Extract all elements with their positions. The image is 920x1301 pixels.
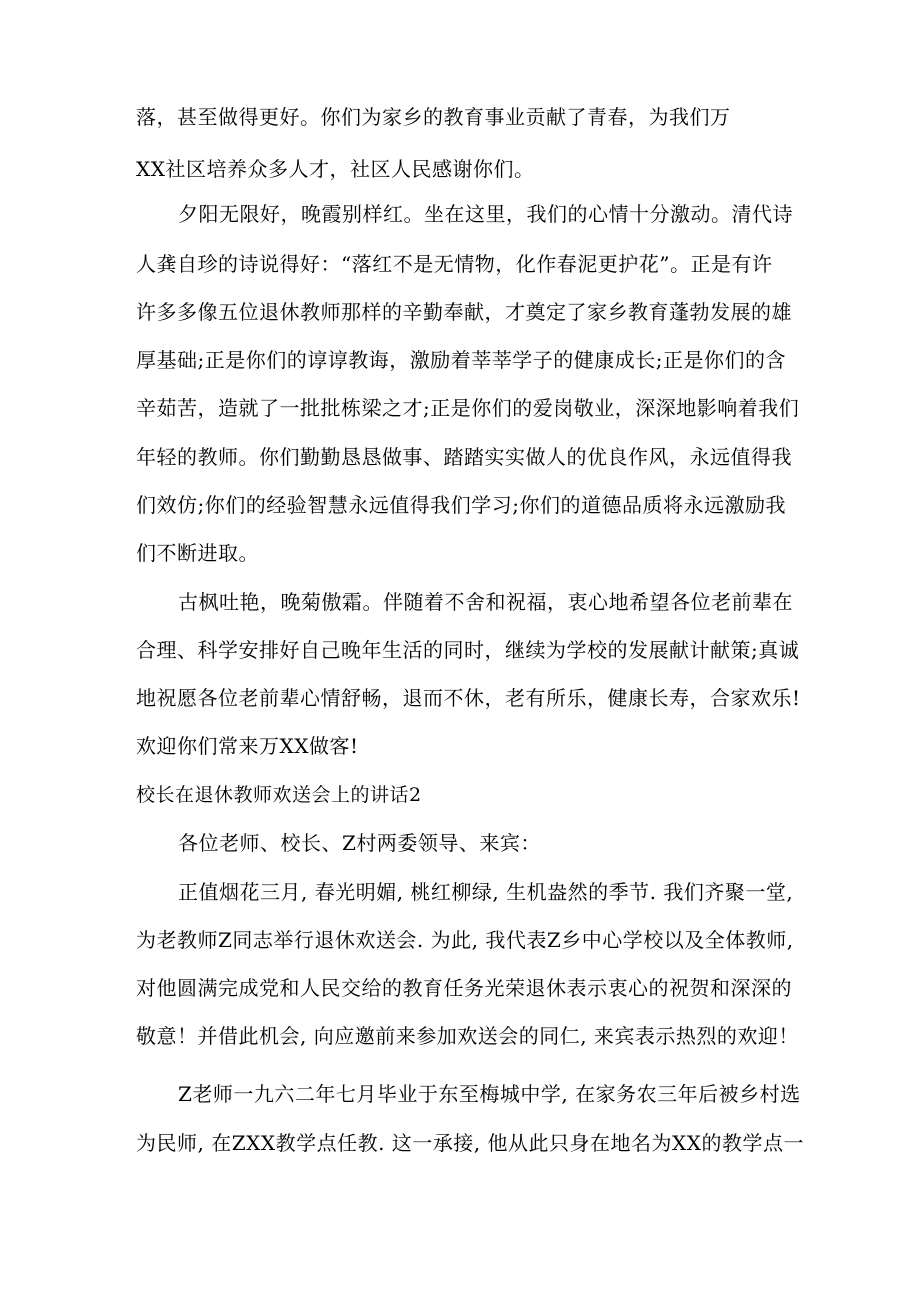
paragraph-line: 厚基础;正是你们的谆谆教诲，激励着莘莘学子的健康成长;正是你们的含	[136, 348, 786, 372]
paragraph-line: Z老师一九六二年七月毕业于东至梅城中学, 在家务农三年后被乡村选	[178, 1082, 801, 1106]
paragraph-line: 合理、科学安排好自己晚年生活的同时，继续为学校的发展献计献策;真诚	[136, 638, 800, 662]
paragraph-line: 为民师, 在ZXX教学点任教. 这一承接, 他从此只身在地名为XX的教学点一	[136, 1131, 804, 1155]
paragraph-line: 落，甚至做得更好。你们为家乡的教育事业贡献了青春，为我们万	[136, 105, 731, 129]
paragraph-line: 为老教师Z同志举行退休欢送会. 为此, 我代表Z乡中心学校以及全体教师,	[136, 928, 794, 952]
paragraph-line: 对他圆满完成党和人民交给的教育任务光荣退休表示衷心的祝贺和深深的	[136, 976, 792, 1000]
section-title: 校长在退休教师欢送会上的讲话2	[136, 784, 422, 806]
paragraph-line: 们效仿;你们的经验智慧永远值得我们学习;你们的道德品质将永远激励我	[136, 493, 786, 517]
paragraph-line: 辛茹苦，造就了一批批栋梁之才;正是你们的爱岗敬业，深深地影响着我们	[136, 396, 800, 420]
paragraph-line: 欢迎你们常来万XX做客!	[136, 734, 359, 758]
paragraph-line: 人龚自珍的诗说得好：“落红不是无情物，化作春泥更护花”。正是有许	[136, 252, 773, 276]
paragraph-line: 年轻的教师。你们勤勤恳恳做事、踏踏实实做人的优良作风，永远值得我	[136, 445, 792, 469]
paragraph-line: 夕阳无限好，晚霞别样红。坐在这里，我们的心情十分激动。清代诗	[178, 202, 793, 226]
paragraph-line: 各位老师、校长、Z村两委领导、来宾：	[178, 831, 541, 855]
paragraph-line: XX社区培养众多人才，社区人民感谢你们。	[136, 157, 535, 181]
paragraph-line: 敬意！并借此机会, 向应邀前来参加欢送会的同仁, 来宾表示热烈的欢迎！	[136, 1024, 799, 1048]
paragraph-line: 古枫吐艳，晚菊傲霜。伴随着不舍和祝福，衷心地希望各位老前辈在	[178, 590, 793, 614]
paragraph-line: 许多多像五位退休教师那样的辛勤奉献，才奠定了家乡教育蓬勃发展的雄	[136, 300, 792, 324]
paragraph-line: 正值烟花三月, 春光明媚, 桃红柳绿, 生机盎然的季节. 我们齐聚一堂,	[178, 880, 794, 904]
paragraph-line: 们不断进取。	[136, 541, 259, 565]
paragraph-line: 地祝愿各位老前辈心情舒畅，退而不休，老有所乐，健康长寿，合家欢乐!	[136, 686, 801, 710]
